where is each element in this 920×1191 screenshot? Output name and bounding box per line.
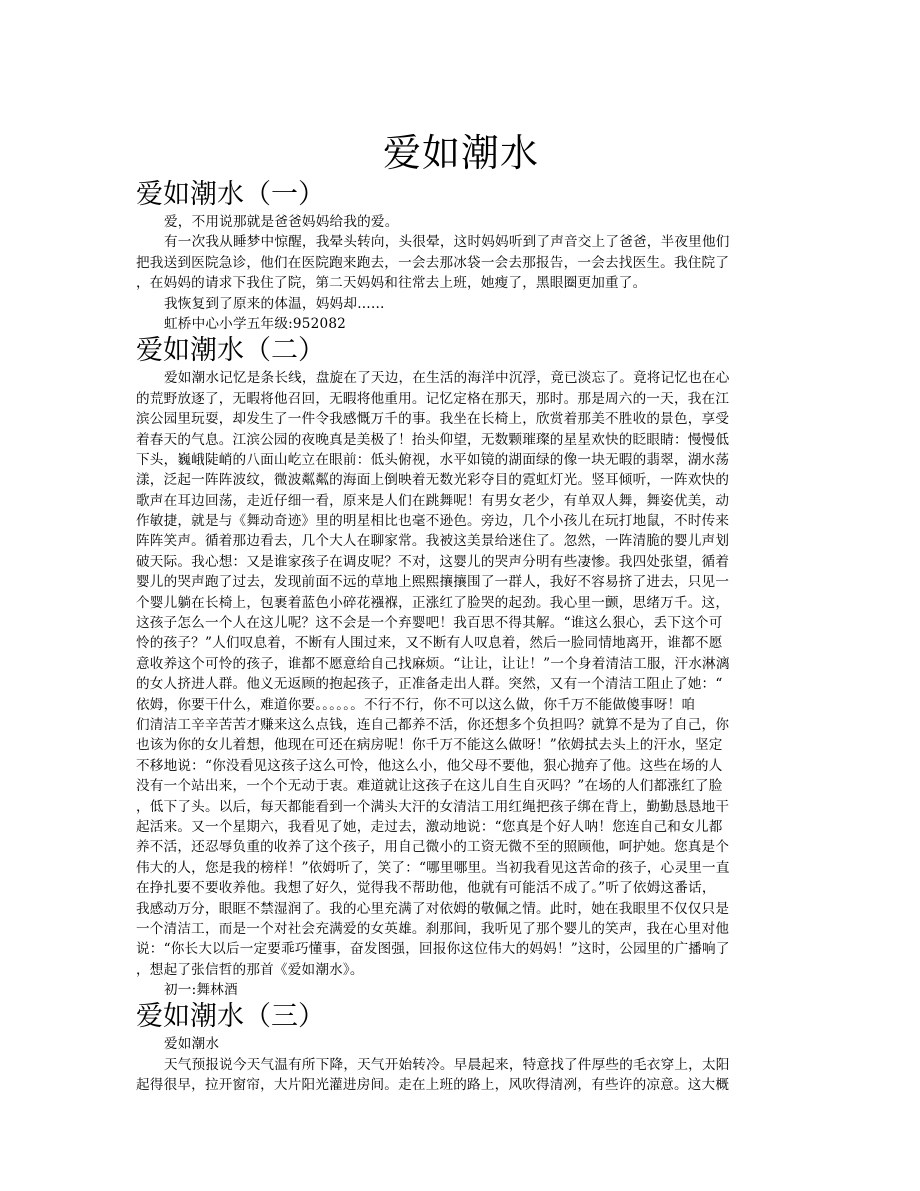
paragraph-line: 天气预报说今天气温有所下降，天气开始转冷。早晨起来，特意找了件厚些的毛衣穿上，太阳 [164,1056,730,1073]
paragraph-line: 有一次我从睡梦中惊醒，我晕头转向，头很晕，这时妈妈听到了声音交上了爸爸，半夜里他们 [164,234,730,251]
paragraph-line: 们清洁工辛辛苦苦才赚来这么点钱，连自己都养不活，你还想多个负担吗？就算不是为了自己，你 [136,716,730,733]
paragraph-line: 漾，泛起一阵阵波纹，微波粼粼的海面上倒映着无数光彩夺目的霓虹灯光。竖耳倾听，一阵欢快的 [136,472,730,489]
paragraph-line: 怜的孩子？”人们叹息着，不断有人围过来，又不断有人叹息着，然后一脸同情地离开，谁都不愿 [136,635,723,652]
paragraph-line: 滨公园里玩耍，却发生了一件令我感慨万千的事。我坐在长椅上，欣赏着那美不胜收的景色，享受 [136,411,730,428]
paragraph-line: 一个清洁工，而是一个对社会充满爱的女英雄。刹那间，我听见了那个婴儿的笑声，我在心里对他 [136,920,730,937]
paragraph-line: 爱如潮水 [164,1036,220,1053]
paragraph-line: 婴儿的哭声跑了过去，发现前面不远的草地上熙熙攘攘围了一群人，我好不容易挤了进去，只见一 [136,574,730,591]
paragraph-line: 的荒野放逐了，无暇将他召回，无暇将他重用。记忆定格在那天，那时。那是周六的一天，我在江 [136,390,730,407]
paragraph-line: ，低下了头。以后，每天都能看到一个满头大汗的女清洁工用红绳把孩子绑在背上，勤勤恳恳地干 [136,798,730,815]
paragraph-line: 下头，巍峨陡峭的八面山屹立在眼前：低头俯视，水平如镜的湖面绿的像一块无暇的翡翠，湖水荡 [136,451,730,468]
paragraph-line: 这孩子怎么一个人在这儿呢？这不会是一个弃婴吧！我百思不得其解。“谁这么狠心，丢下这个可 [136,615,723,632]
paragraph-line: 我恢复到了原来的体温，妈妈却…… [164,295,385,312]
section-3 [136,1000,786,1095]
paragraph-line: 意收养这个可怜的孩子，谁都不愿意给自己找麻烦。“让让，让让！”一个身着清洁工服，汗水淋漓 [136,655,730,672]
paragraph-line: 我感动万分，眼眶不禁湿润了。我的心里充满了对依姆的敬佩之情。此时，她在我眼里不仅仅只是 [136,900,730,917]
paragraph-line: 破天际。我心想：又是谁家孩子在调皮呢？不对，这婴儿的哭声分明有些凄惨。我四处张望，循着 [136,553,730,570]
paragraph-line: 不移地说：“你没看见这孩子这么可怜，他这么小，他父母不要他，狠心抛弃了他。这些在场的人 [136,757,723,774]
paragraph-line: 养不活，还忍辱负重的收养了这个孩子，用自己微小的工资无微不至的照顾他，呵护她。您真是个 [136,839,730,856]
section-2 [136,334,786,1000]
paragraph-line: 爱，不用说那就是爸爸妈妈给我的爱。 [164,214,399,230]
paragraph-line: 在挣扎要不要收养他。我想了好久，觉得我不帮助他，他就有可能活不成了。”听了依姆这番话， [136,880,716,897]
paragraph-line: 阵阵笑声。循着那边看去，几个大人在聊家常。我被这美景给迷住了。忽然，一阵清脆的婴儿声划 [136,533,730,550]
paragraph-line: 作敏捷，就是与《舞动奇迹》里的明星相比也毫不逊色。旁边，几个小孩儿在玩打地鼠，不时传来 [136,513,730,530]
document-body [136,178,786,1096]
paragraph-line: 说：“你长大以后一定要乖巧懂事，奋发图强，回报你这位伟大的妈妈！”这时，公园里的广播响了 [136,941,730,958]
paragraph-line: 依姆，你要干什么，难道你要。。。。。。不行不行，你不可以这么做，你千万不能做傻事呀！咱 [136,696,696,713]
paragraph-line: ，在妈妈的请求下我住了院，第二天妈妈和往常去上班，她瘦了，黑眼圈更加重了。 [136,275,647,292]
paragraph-line: 起活来。又一个星期六，我看见了她，走过去，激动地说：“您真是个好人呐！您连自己和女儿都 [136,818,723,835]
paragraph-line: 把我送到医院急诊，他们在医院跑来跑去，一会去那冰袋一会去那报告，一会去找医生。我住院了 [136,254,730,271]
paragraph-line: 伟大的人，您是我的榜样！”依姆听了，笑了：“哪里哪里。当初我看见这苦命的孩子，心灵里一直 [136,859,730,876]
paragraph-line: 个婴儿躺在长椅上，包裹着蓝色小碎花襁褓，正涨红了脸哭的起劲。我心里一颤，思绪万千。这， [136,594,730,611]
paragraph-line: 着春天的气息。江滨公园的夜晚真是美极了！抬头仰望，无数颗璀璨的星星欢快的眨眼睛：慢慢低 [136,431,730,448]
paragraph-line: 爱如潮水记忆是条长线，盘旋在了天边，在生活的海洋中沉浮，竟已淡忘了。竟将记忆也在心 [164,370,730,387]
paragraph-line: ，想起了张信哲的那首《爱如潮水》。 [136,961,364,978]
paragraph-line: 初一:舞林酒 [164,982,238,999]
paragraph-line: 歌声在耳边回荡，走近仔细一看，原来是人们在跳舞呢！有男女老少，有单双人舞，舞姿优美，动 [136,492,730,509]
paragraph-line: 没有一个站出来，一个个无动于衷。难道就让这孩子在这儿自生自灭吗？”在场的人们都涨红了脸 [136,778,723,795]
document-title: 爱如潮水 [382,131,539,175]
section-heading: 爱如潮水（三） [136,1001,325,1033]
paragraph-line: 的女人挤进人群。他义无返顾的抱起孩子，正准备走出人群。突然，又有一个清洁工阻止了她：“ [136,676,723,693]
section-heading: 爱如潮水（二） [136,335,325,367]
section-1 [136,178,786,334]
paragraph-line: 虹桥中心小学五年级:952082 [164,315,347,332]
section-heading: 爱如潮水（一） [136,179,325,210]
paragraph-line: 起得很早，拉开窗帘，大片阳光灌进房间。走在上班的路上，风吹得清冽，有些许的凉意。这大概 [136,1077,730,1094]
paragraph-line: 也该为你的女儿着想，他现在可还在病房呢！你千万不能这么做呀！”依姆拭去头上的汗水，坚定 [136,737,723,754]
